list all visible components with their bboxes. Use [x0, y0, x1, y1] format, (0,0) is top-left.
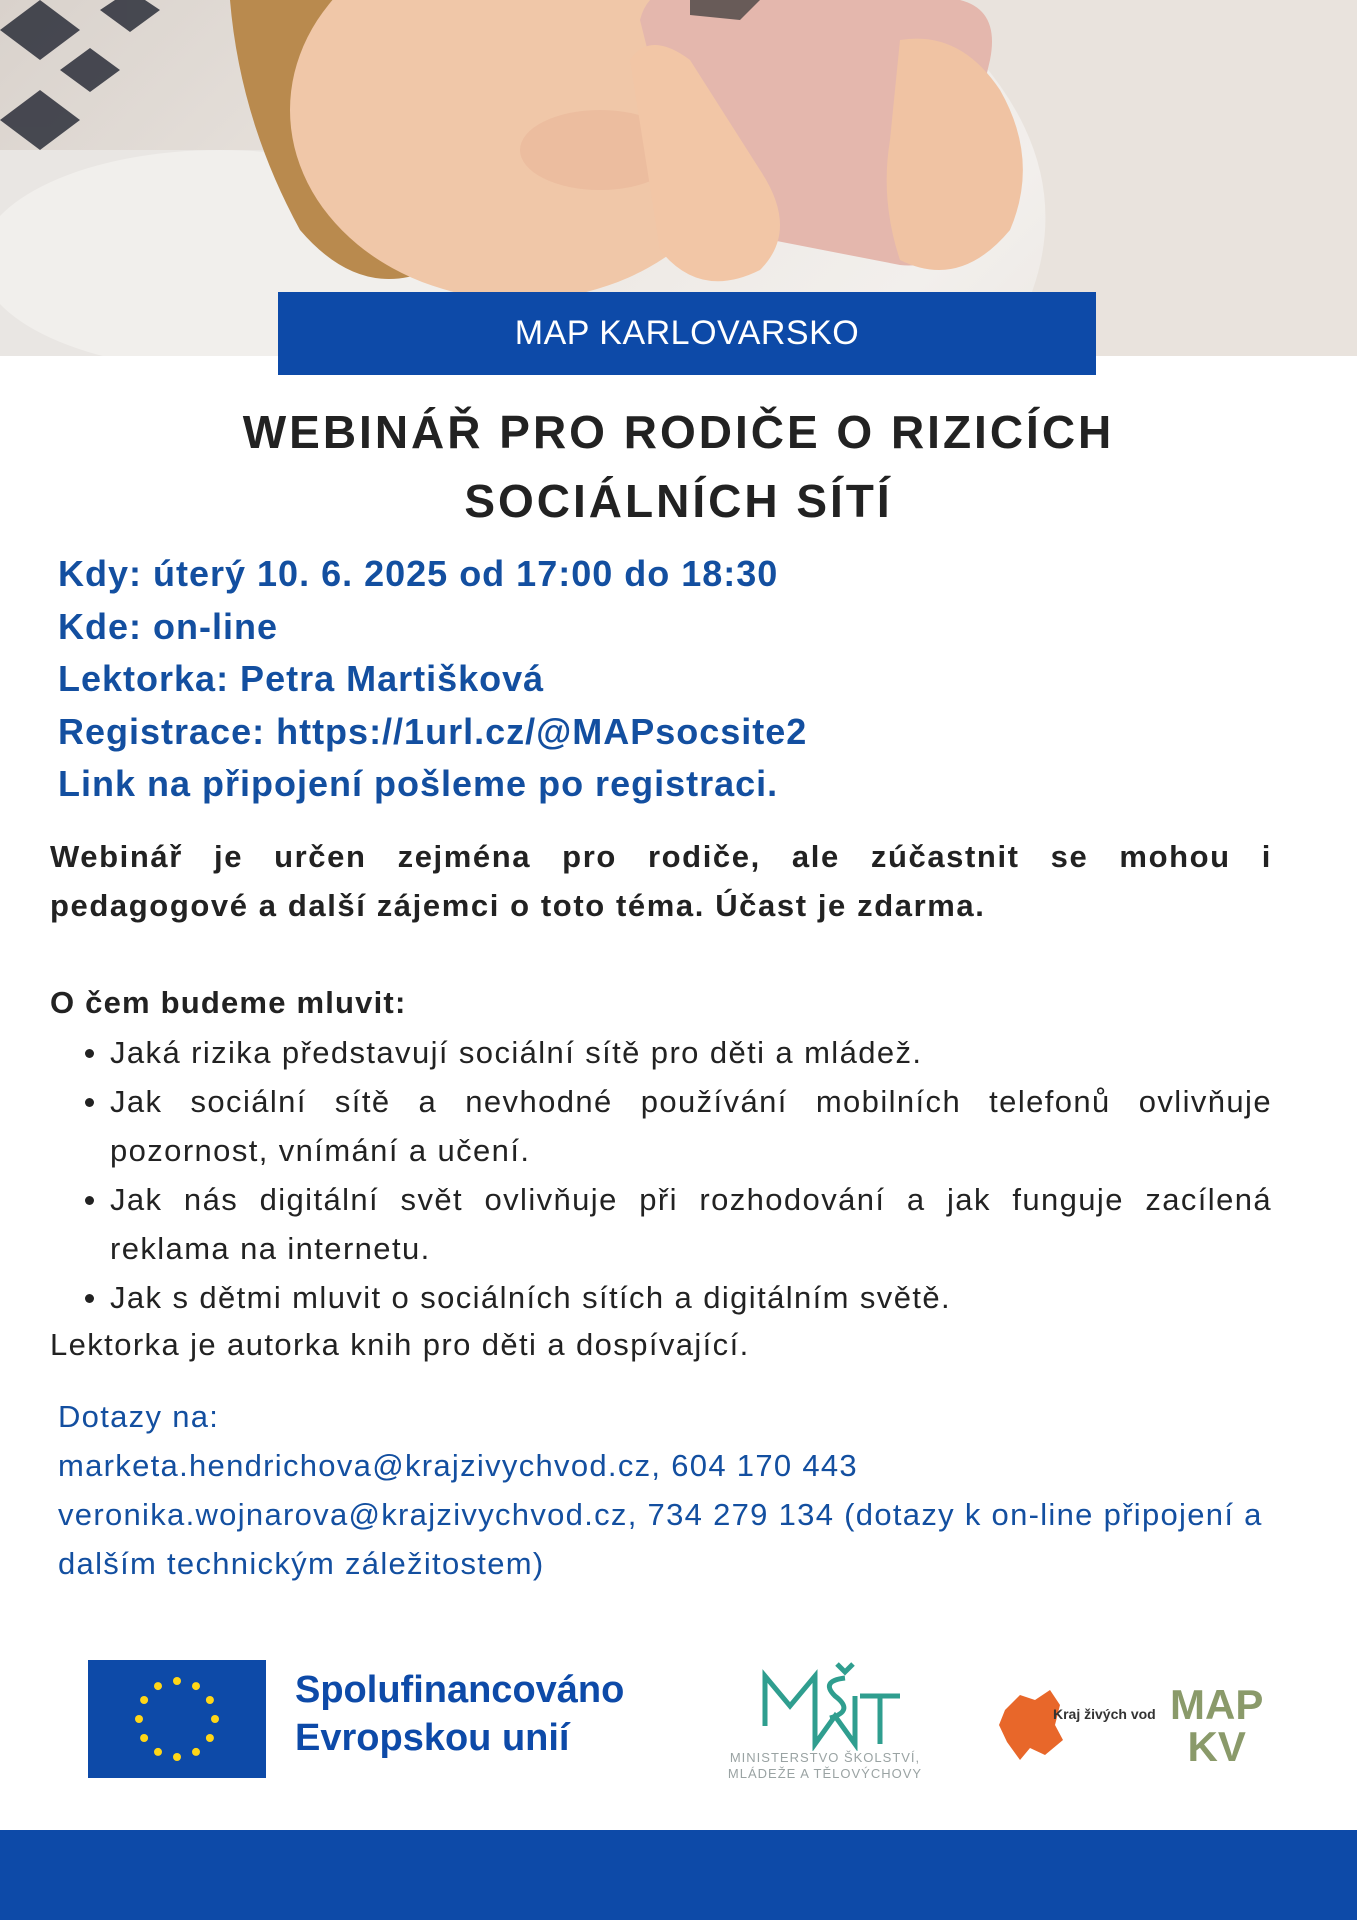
topics-list [50, 1028, 1272, 1322]
msmt-logo-icon [695, 1656, 955, 1751]
eu-star-icon [211, 1715, 219, 1723]
eu-cofinanced-text [295, 1666, 624, 1762]
page-title [60, 398, 1297, 536]
contacts-label: Dotazy na: [58, 1399, 220, 1434]
eu-star-icon [135, 1715, 143, 1723]
eu-star-icon [140, 1696, 148, 1704]
eu-star-icon [192, 1682, 200, 1690]
eu-star-icon [206, 1696, 214, 1704]
kraj-map-icon [995, 1680, 1065, 1770]
eu-stars [88, 1660, 266, 1778]
banner: MAP KARLOVARSKO [278, 292, 1096, 375]
map-kv-logo [1170, 1681, 1264, 1770]
eu-star-icon [154, 1682, 162, 1690]
list-item: Jak nás digitální svět ovlivňuje při rozhodování a jak funguje zacílená reklama na internetu. [50, 1175, 1272, 1273]
msmt-text [695, 1750, 955, 1782]
eu-star-icon [192, 1748, 200, 1756]
list-item: Jaká rizika představují sociální sítě pro děti a mládež. [50, 1028, 1272, 1077]
map-kv-line-2: KV [1187, 1723, 1246, 1770]
msmt-logo [695, 1656, 955, 1786]
lector-note: Lektorka je autorka knih pro děti a dospívající. [50, 1327, 750, 1362]
eu-text-line-2: Evropskou unií [295, 1717, 570, 1759]
eu-star-icon [154, 1748, 162, 1756]
msmt-line-2: MLÁDEŽE A TĚLOVÝCHOVY [727, 1766, 923, 1781]
list-item: Jak s dětmi mluvit o sociálních sítích a digitálním světě. [50, 1273, 1272, 1322]
event-when: Kdy: úterý 10. 6. 2025 od 17:00 do 18:30 [58, 553, 779, 594]
eu-star-icon [173, 1753, 181, 1761]
contacts [58, 1392, 1298, 1588]
event-lecturer: Lektorka: Petra Martišková [58, 658, 545, 699]
msmt-line-1: MINISTERSTVO ŠKOLSTVÍ, [729, 1750, 921, 1765]
eu-star-icon [206, 1734, 214, 1742]
footer-bar [0, 1830, 1357, 1920]
event-info [58, 548, 1298, 811]
event-link-note: Link na připojení pošleme po registraci. [58, 763, 779, 804]
title-line-2: SOCIÁLNÍCH SÍTÍ [464, 475, 893, 527]
kraj-logo [995, 1680, 1155, 1770]
topics-heading: O čem budeme mluvit: [50, 985, 407, 1020]
event-registration-link[interactable]: Registrace: https://1url.cz/@MAPsocsite2 [58, 710, 808, 752]
event-where: Kde: on-line [58, 605, 278, 647]
sponsor-logos [0, 1640, 1357, 1780]
contact-line-1[interactable]: marketa.hendrichova@krajzivychvod.cz, 604 170 443 [58, 1448, 858, 1483]
eu-star-icon [140, 1734, 148, 1742]
eu-text-line-1: Spolufinancováno [295, 1669, 625, 1711]
intro-paragraph: Webinář je určen zejména pro rodiče, ale zúčastnit se mohou i pedagogové a další zájemci o toto téma. Účast je zdarma. [50, 839, 1272, 923]
list-item: Jak sociální sítě a nevhodné používání mobilních telefonů ovlivňuje pozornost, vnímání a učení. [50, 1077, 1272, 1175]
map-kv-line-1: MAP [1170, 1681, 1264, 1728]
eu-star-icon [173, 1677, 181, 1685]
eu-flag-icon [88, 1660, 266, 1778]
title-line-1: WEBINÁŘ PRO RODIČE O RIZICÍCH [242, 406, 1115, 458]
contact-line-2[interactable]: veronika.wojnarova@krajzivychvod.cz, 734 279 134 (dotazy k on-line připojení a dalším technickým záležitostem) [58, 1497, 1263, 1581]
kraj-text: Kraj živých vod [1053, 1706, 1156, 1722]
